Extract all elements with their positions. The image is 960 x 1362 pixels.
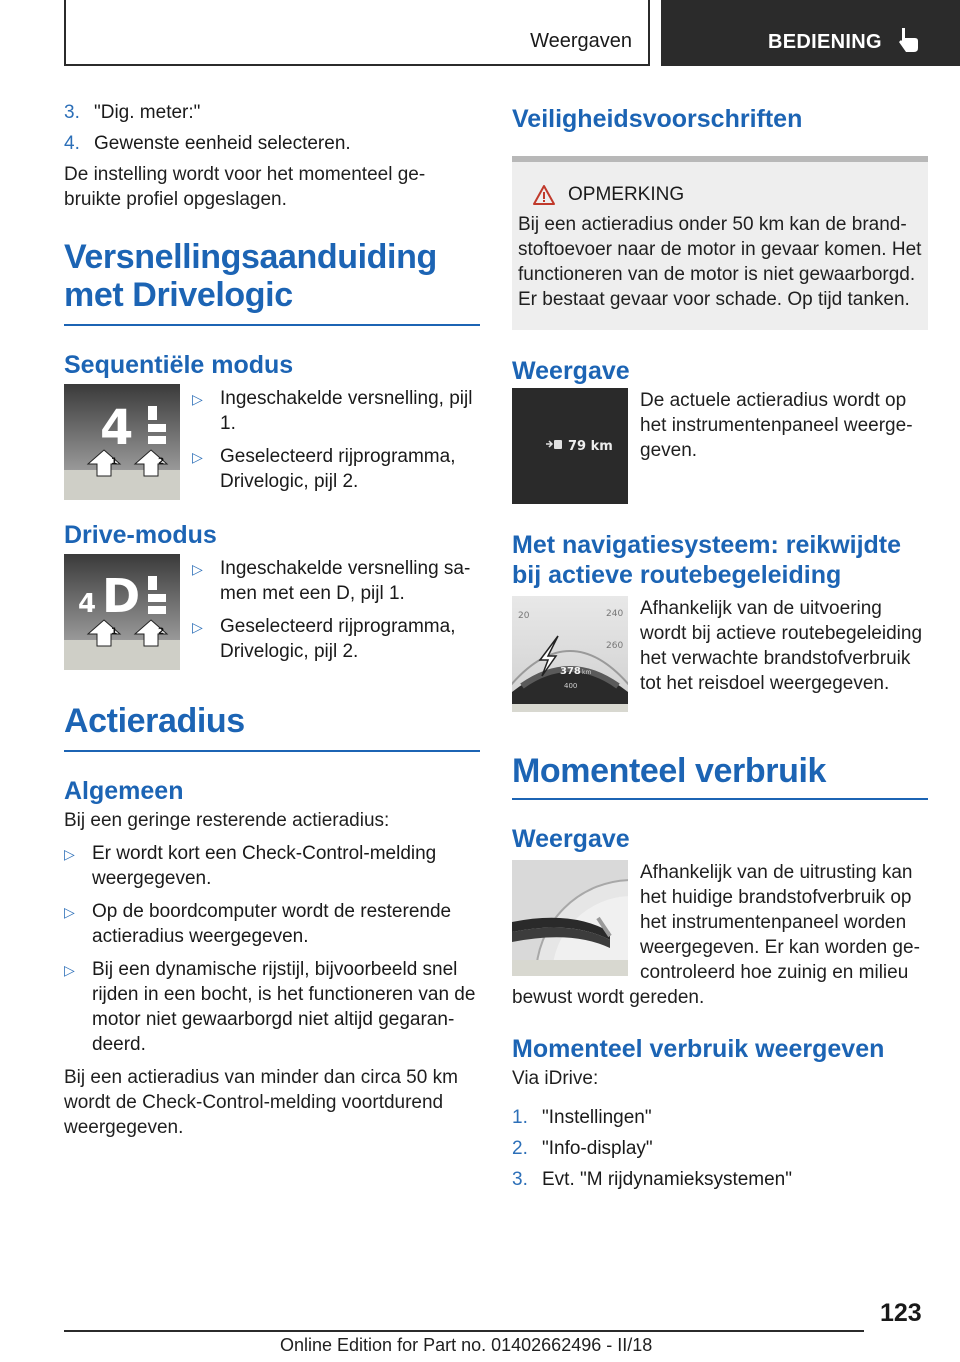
- drive-block: [64, 554, 480, 670]
- consumption-gauge-figure: [512, 860, 628, 976]
- show-consumption-intro: Via iDrive:: [512, 1068, 599, 1089]
- triangle-bullet-icon: ▷: [192, 619, 203, 635]
- consumption-display-title: Weergave: [512, 825, 630, 853]
- drive-letter: D: [102, 569, 141, 623]
- step-text: "Instellingen": [542, 1107, 652, 1128]
- header-section-box: [64, 0, 650, 66]
- sequential-block: [64, 384, 480, 500]
- bullet-item: [192, 386, 480, 436]
- range-title: Actieradius: [64, 702, 245, 740]
- header-chapter-label: BEDIENING: [768, 31, 882, 53]
- right-column: [512, 100, 928, 1192]
- footer-edition: Online Edition for Part no. 01402662496 - II/18: [280, 1335, 653, 1355]
- step-text: "Info-display": [542, 1138, 653, 1159]
- arrow-label: 2: [158, 627, 165, 637]
- left-column: [64, 100, 480, 1140]
- arrow-label: 2: [158, 457, 165, 467]
- sequential-title: Sequentiële modus: [64, 351, 294, 379]
- warning-box: [512, 156, 928, 330]
- gear-digit: 4: [100, 400, 134, 456]
- nav-text: Afhankelijk van de uitvoering wordt bij actieve routebegeleiding het verwachte brandstofverbruik tot het reisdoel weergegeven.: [640, 598, 923, 694]
- step-item: [512, 1167, 928, 1192]
- warning-text: Bij een actieradius onder 50 km kan de brandstoftoevoer naar de motor in gevaar komen. Het functioneren van de motor is niet gewaarborgd. Er bestaat gevaar voor schade. Op tijd tanken.: [518, 214, 922, 310]
- bullet-text: Geselecteerd rijprogramma, Drivelogic, pijl 2.: [220, 616, 456, 662]
- speed-label: 260: [606, 641, 624, 651]
- warning-triangle-icon: [532, 184, 556, 206]
- step-text: Evt. "M rijdynamieksystemen": [542, 1169, 792, 1190]
- nav-block: [512, 596, 928, 712]
- step-number: 2.: [512, 1138, 528, 1159]
- bullet-item: [192, 444, 480, 494]
- triangle-bullet-icon: ▷: [192, 561, 203, 577]
- title-rule: [64, 750, 480, 752]
- step-item: [512, 1105, 928, 1130]
- nav-range-figure: [512, 596, 628, 712]
- step-item: [512, 1136, 928, 1161]
- bullet-text: Ingeschakelde versnelling samen met een D, pijl 1.: [220, 558, 471, 604]
- step-text: Gewenste eenheid selecteren.: [94, 133, 351, 154]
- speed-label: 240: [606, 609, 624, 619]
- step-text: "Dig. meter:": [94, 102, 201, 123]
- safety-title: Veiligheidsvoorschriften: [512, 105, 803, 133]
- header-section-title: Weergaven: [530, 30, 632, 52]
- general-outro: Bij een actieradius van minder dan circa 50 km wordt de Check-Control-melding voortdurend weergegeven.: [64, 1067, 458, 1138]
- show-consumption-steps: [512, 1105, 928, 1192]
- bullet-text: Ingeschakelde versnelling, pijl 1.: [220, 388, 473, 434]
- nav-range-unit: km: [582, 669, 592, 676]
- consumption-title: Momenteel verbruik: [512, 752, 827, 790]
- bullet-item: [64, 957, 480, 1057]
- triangle-bullet-icon: ▷: [192, 449, 203, 465]
- step-number: 3.: [512, 1169, 528, 1190]
- triangle-bullet-icon: ▷: [64, 846, 75, 862]
- bullet-item: [192, 614, 480, 664]
- triangle-bullet-icon: ▷: [192, 391, 203, 407]
- display-block: [512, 388, 928, 504]
- footer-rule: [64, 1330, 864, 1332]
- consumption-text-rest: bewust wordt gereden.: [512, 987, 705, 1008]
- title-rule: [512, 798, 928, 800]
- step-number: 1.: [512, 1107, 528, 1128]
- saved-note: De instelling wordt voor het momenteel gebruikte profiel opgeslagen.: [64, 164, 426, 210]
- nav-range-value: 378: [560, 666, 581, 677]
- drive-gear-figure: [64, 554, 180, 670]
- sequential-bullets: [180, 384, 480, 500]
- warning-header: [518, 184, 922, 206]
- display-title: Weergave: [512, 357, 630, 385]
- pointing-hand-icon: [896, 26, 920, 54]
- bullet-item: [192, 556, 480, 606]
- bullet-item: [64, 841, 480, 891]
- bullet-text: Er wordt kort een Check-Control-melding weergegeven.: [92, 843, 437, 889]
- drive-bullets: [180, 554, 480, 670]
- range-display-figure: [512, 388, 628, 504]
- general-bullets: [64, 841, 480, 1057]
- step-item: [64, 100, 480, 125]
- nav-scale-label: 400: [564, 682, 578, 690]
- small-gear-digit: 4: [78, 589, 97, 619]
- header-chapter-tab: [661, 0, 960, 66]
- consumption-display-block: [512, 860, 928, 985]
- warning-label: OPMERKING: [568, 184, 685, 205]
- bullet-text: Bij een dynamische rijstijl, bijvoorbeeld snel rijden in een bocht, is het functioneren van de motor niet gewaarborgd niet altijd gegarandeerd.: [92, 959, 476, 1055]
- bullet-item: [64, 899, 480, 949]
- general-intro: Bij een geringe resterende actieradius:: [64, 810, 390, 831]
- title-rule: [64, 324, 480, 326]
- range-value: 79 km: [568, 439, 613, 454]
- page-number: 123: [880, 1299, 922, 1327]
- nav-title: Met navigatiesysteem: reikwijdte bij actieve routebegeleiding: [512, 531, 902, 589]
- general-title: Algemeen: [64, 777, 184, 805]
- triangle-bullet-icon: ▷: [64, 904, 75, 920]
- speed-label: 20: [518, 611, 530, 621]
- bullet-text: Op de boordcomputer wordt de resterende actieradius weergegeven.: [92, 901, 452, 947]
- step-item: [64, 131, 480, 156]
- arrow-label: 1: [111, 457, 118, 467]
- show-consumption-title: Momenteel verbruik weergeven: [512, 1035, 885, 1063]
- step-number: 4.: [64, 133, 80, 154]
- gear-indicator-title: Versnellingsaanduiding met Drivelogic: [64, 238, 437, 314]
- consumption-text-side: Afhankelijk van de uitrusting kan het huidige brandstofverbruik op het instrumentenpaneel worden weergegeven. Er kan worden gecontroleerd hoe zuinig en milieu: [640, 862, 920, 983]
- drive-mode-title: Drive-modus: [64, 521, 217, 549]
- bullet-text: Geselecteerd rijprogramma, Drivelogic, pijl 2.: [220, 446, 456, 492]
- sequential-gear-figure: [64, 384, 180, 500]
- triangle-bullet-icon: ▷: [64, 962, 75, 978]
- arrow-label: 1: [111, 627, 118, 637]
- step-number: 3.: [64, 102, 80, 123]
- display-text: De actuele actieradius wordt op het instrumentenpaneel weergegeven.: [640, 390, 913, 461]
